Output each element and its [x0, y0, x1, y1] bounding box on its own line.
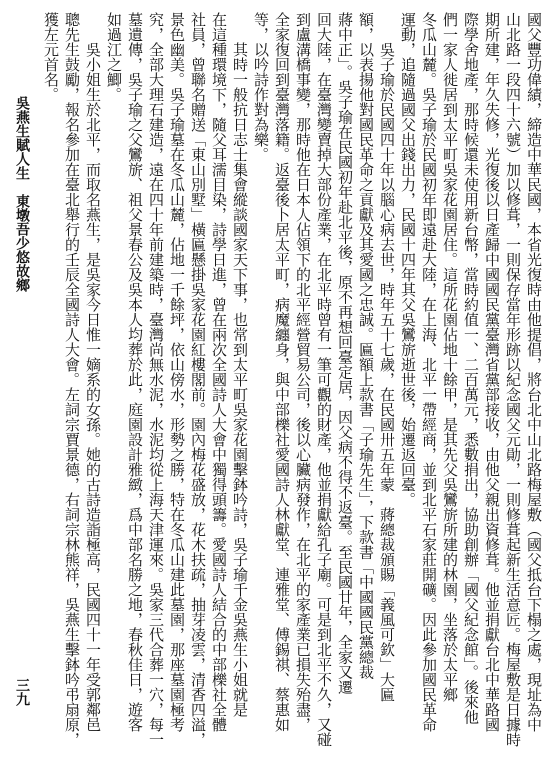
text-column: 際學舍地產，那時候還未使用新台幣，當時約值一、二百萬元，悉數捐出，協助創辦「國父紀念館」。後來他: [462, 12, 480, 725]
chapter-title: 東墩吾少悠故鄉: [14, 194, 30, 292]
paragraph: [103, 12, 250, 750]
paragraph: [250, 12, 397, 750]
text-column: 如過江之鯽。: [105, 12, 123, 102]
text-column: 國父豐功偉績，締造中華民國，本省光復時由他提倡，將台北中山北路梅屋敷（國父抵台下榻之處，現址為中: [525, 12, 543, 732]
text-column: 山北路一段四十六號）加以修葺，一則保存當年形跡以紀念國父元勛，一則修葺起新生活意匠。梅屋敷是日據時: [504, 12, 522, 747]
paragraph: [397, 12, 544, 750]
text-column: 等，以吟詩作對為樂。: [252, 12, 270, 162]
text-column: 蔣中正」。吳子瑜在民國初年赴北平後，原不再想回臺定居，因父病不得不返臺。至民國廿年，全家又遷: [336, 12, 354, 695]
text-column: 社員，曾聯名贈送「東山別墅」橫匾懸掛吳家花園紅樓閣前。園內梅花盛放，花木扶疏，抽芽凌雲，清香四溢，: [189, 12, 207, 747]
text-column: 回大陸，在臺灣變賣掉大部份產業，在北平時曾有一筆可觀的財產，他並捐獻給孔子廟。可是到北平不久，又碰: [315, 12, 333, 747]
page-number: 三九: [14, 678, 30, 706]
text-column: 額，以表揚他對國民革命之貢獻及其愛國之忠誠。匾額上款書「子瑜先生」，下款書「中國國民黨總裁: [357, 12, 375, 680]
paragraph: [40, 12, 103, 750]
text-column: 景色幽美。吳子瑜墓在冬瓜山麓，佔地一千餘坪，依山傍水，形勢之勝，特在冬瓜山建此墓園，那座墓園極考: [168, 12, 186, 732]
text-column: 聰先生鼓勵，報名參加在臺北舉行的壬辰全國詩人大會。左詞宗賈景德，右詞宗林熊祥，吳燕生擊鉢吟弔扇原，: [63, 12, 81, 747]
book-title: 吳燕生賦人生: [14, 96, 30, 180]
text-column: 到盧溝橋事變，那時他在日本人佔領下的北平經營貿易公司，後以心臟病發作，在北平的家產業已損失殆盡，: [294, 12, 312, 732]
text-column: 其時一般抗日志士集會縱談國家天下事，也常到太平町吳家花園擊鉢吟詩，吳子瑜千金吳燕生小姐就是: [231, 42, 249, 717]
text-column: 期所建，年久失修，光復後以日產歸中國國民黨臺灣省黨部接收，由他父親出資修葺。他並捐獻台北中華路國: [483, 12, 501, 732]
text-column: 全家復回到臺灣落籍。返臺後卜居太平町，病魔纏身，與中部櫟社愛國詩人林獻堂、連雅堂、傅錫祺、蔡惠如: [273, 12, 291, 732]
running-header: [12, 96, 32, 356]
body-text: [40, 12, 544, 750]
text-column: 們一家人徙居到太平町吳家花園居住。這所花園佔地十餘甲，是其先父吳鸞旂所建的林園，坐落於太平鄉: [441, 12, 459, 702]
text-column: 冬瓜山麓。吳子瑜於民國初年即遠赴大陸，在上海、北平一帶經商，並到北平石家莊開礦。因此參加國民革命: [420, 12, 438, 732]
text-column: 吳小姐生於北平，而取名燕生，是吳家今日惟一嫡系的女孫。她的古詩造詣極高，民國四十一年受郭鄰邑: [84, 42, 102, 732]
text-column: 吳子瑜於民國四十年以腦心病去世，時年五十七歲，在民國卅五年蒙 蔣總裁頒賜「義風可欽」大匾: [378, 42, 396, 702]
text-column: 運動，追隨過國父出錢出力，民國十四年其父吳鸞旂逝世後，始遷返回臺。: [399, 12, 417, 507]
text-column: 究，全部大理石建造，遠在四十年前建築時，臺灣尚無水泥，水泥均從上海天津運來。吳家三代合葬一穴，每一: [147, 12, 165, 747]
text-column: 在這種環境下，隨父耳濡目染，詩學日進，曾在兩次全國詩人大會中獨得頭籌。愛國詩人結合的中部櫟社全體: [210, 12, 228, 732]
text-column: 獲左元首名。: [42, 12, 60, 102]
text-column: 墓遺傳，吳子瑜之父鸞旂、祖父景春公及吳本人均葬於此，庭園設計雅緻，爲中部名勝之地，春秋佳日，遊客: [126, 12, 144, 732]
